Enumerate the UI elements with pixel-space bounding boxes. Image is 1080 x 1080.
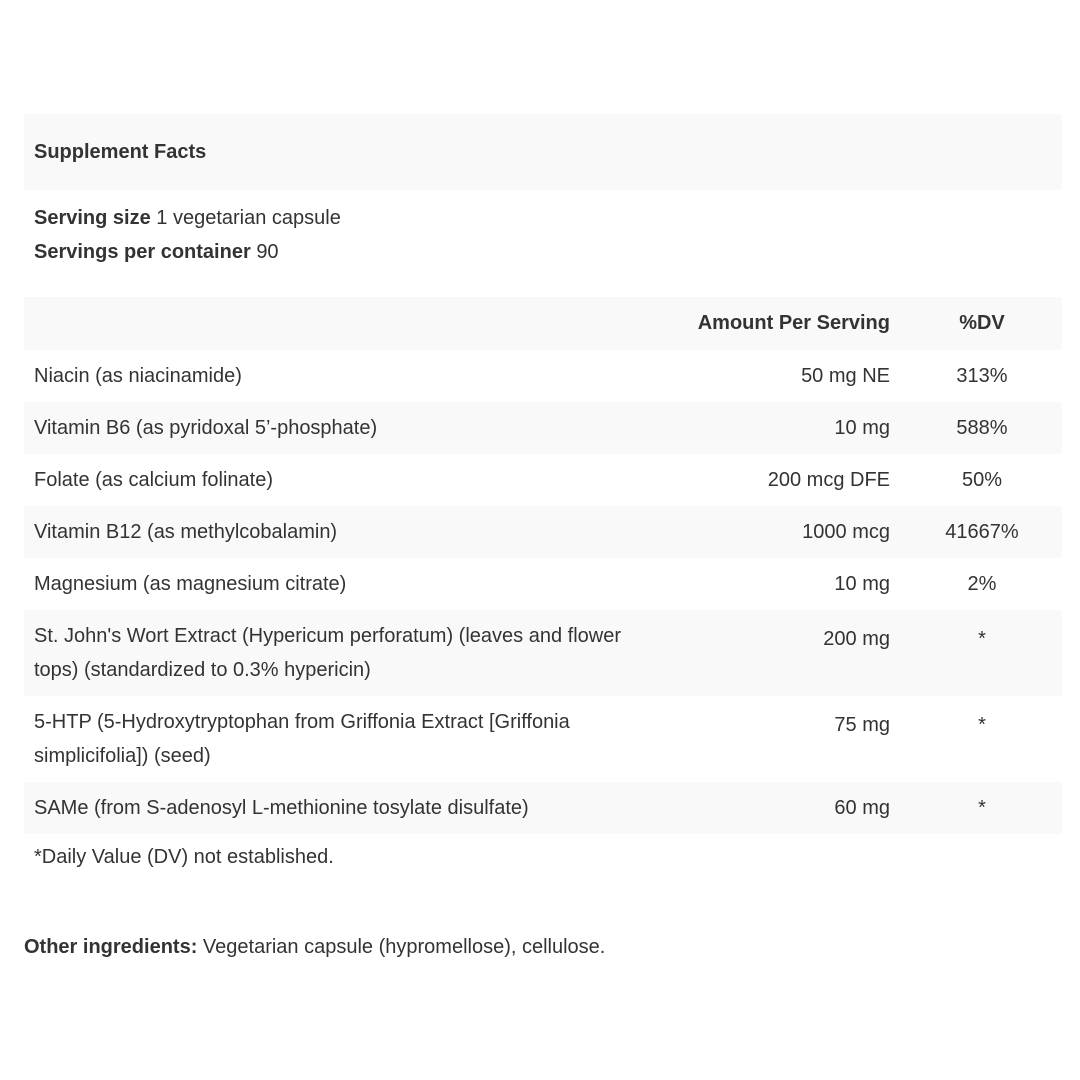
- other-ingredients-label: Other ingredients:: [24, 936, 198, 958]
- nutrient-name: Vitamin B6 (as pyridoxal 5’-phosphate): [34, 416, 378, 439]
- supplement-facts-panel: [24, 114, 1062, 869]
- nutrient-dv: *: [978, 796, 986, 819]
- nutrient-name: 5-HTP (5-Hydroxytryptophan from Griffonia Extract [Griffonia simplicifolia]) (seed): [34, 711, 570, 767]
- servings-per-container-value: 90: [256, 241, 279, 263]
- table-header-row: [24, 297, 1062, 350]
- table-row: [24, 696, 1062, 782]
- table-row: [24, 350, 1062, 402]
- nutrient-dv: 2%: [967, 572, 997, 595]
- nutrient-dv: *: [978, 714, 986, 736]
- column-header-amount: Amount Per Serving: [697, 312, 890, 334]
- nutrient-name: Folate (as calcium folinate): [34, 468, 273, 491]
- serving-size-value: 1 vegetarian capsule: [156, 207, 341, 229]
- column-header-name: [24, 297, 664, 350]
- supplement-facts-title: Supplement Facts: [24, 114, 1062, 190]
- nutrient-amount: 75 mg: [834, 714, 890, 736]
- nutrient-amount: 50 mg NE: [801, 364, 890, 387]
- serving-size-label: Serving size: [34, 207, 151, 229]
- table-row: [24, 506, 1062, 558]
- nutrient-amount: 200 mcg DFE: [767, 468, 890, 491]
- nutrient-name: Magnesium (as magnesium citrate): [34, 572, 347, 595]
- nutrient-name: Niacin (as niacinamide): [34, 364, 242, 387]
- servings-per-container-line: [34, 235, 1052, 269]
- serving-size-line: [34, 201, 1052, 235]
- nutrient-amount: 10 mg: [834, 572, 890, 595]
- table-row: [24, 558, 1062, 610]
- nutrient-name: SAMe (from S-adenosyl L-methionine tosylate disulfate): [34, 796, 529, 819]
- table-row: [24, 782, 1062, 834]
- nutrient-amount: 200 mg: [823, 628, 890, 650]
- nutrient-amount: 1000 mcg: [802, 520, 890, 543]
- daily-value-footnote: *Daily Value (DV) not established.: [34, 846, 334, 868]
- table-row: [24, 454, 1062, 506]
- nutrient-table: [24, 297, 1062, 834]
- nutrient-amount: 10 mg: [834, 416, 890, 439]
- table-row: [24, 610, 1062, 696]
- serving-info: [24, 190, 1062, 297]
- servings-per-container-label: Servings per container: [34, 241, 251, 263]
- nutrient-name: Vitamin B12 (as methylcobalamin): [34, 520, 338, 543]
- table-row: [24, 402, 1062, 454]
- nutrient-dv: *: [978, 628, 986, 650]
- nutrient-dv: 588%: [956, 416, 1008, 439]
- nutrient-name: St. John's Wort Extract (Hypericum perforatum) (leaves and flower tops) (standardized to 0.3% hypericin): [34, 625, 621, 681]
- nutrient-dv: 50%: [961, 468, 1003, 491]
- nutrient-dv: 41667%: [945, 520, 1019, 543]
- column-header-dv: %DV: [959, 312, 1005, 334]
- nutrient-amount: 60 mg: [834, 796, 890, 819]
- other-ingredients-value: Vegetarian capsule (hypromellose), cellulose.: [202, 936, 606, 958]
- nutrient-dv: 313%: [956, 364, 1008, 387]
- other-ingredients: [24, 936, 605, 959]
